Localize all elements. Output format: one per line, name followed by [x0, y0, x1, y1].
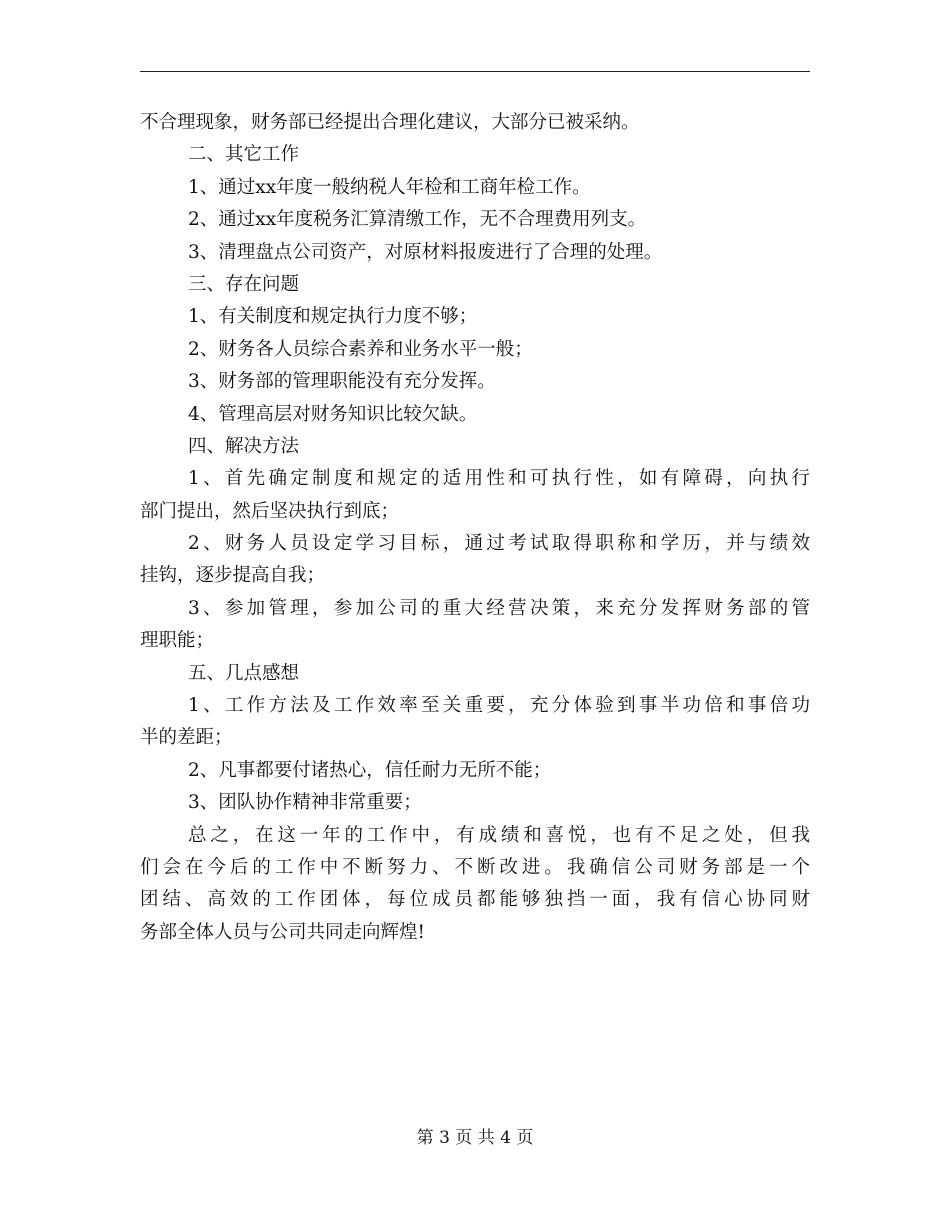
- text-line: 总之，在这一年的工作中，有成绩和喜悦，也有不足之处，但我: [188, 824, 810, 846]
- text-line: 四、解决方法: [188, 435, 300, 457]
- text-line: 3、财务部的管理职能没有充分发挥。: [188, 371, 496, 393]
- text-line: 3、参加管理，参加公司的重大经营决策，来充分发挥财务部的管: [188, 597, 810, 619]
- text-line: 4、管理高层对财务知识比较欠缺。: [188, 403, 478, 425]
- document-body: [140, 107, 810, 949]
- text-line: 半的差距；: [140, 727, 233, 749]
- text-line: 1、通过xx年度一般纳税人年检和工商年检工作。: [188, 176, 591, 198]
- text-line: 3、清理盘点公司资产，对原材料报废进行了合理的处理。: [188, 241, 663, 263]
- text-line: 部门提出，然后坚决执行到底；: [140, 500, 400, 522]
- text-line: 2、通过xx年度税务汇算清缴工作，无不合理费用列支。: [188, 209, 647, 231]
- text-line: 2、财务人员设定学习目标，通过考试取得职称和学历，并与绩效: [188, 533, 810, 555]
- text-line: 挂钩，逐步提高自我；: [140, 565, 326, 587]
- text-line: 1、首先确定制度和规定的适用性和可执行性，如有障碍，向执行: [188, 468, 810, 490]
- header-rule: [140, 71, 810, 72]
- text-line: 二、其它工作: [188, 144, 300, 166]
- text-line: 不合理现象，财务部已经提出合理化建议，大部分已被采纳。: [140, 112, 640, 133]
- text-line: 们会在今后的工作中不断努力、不断改进。我确信公司财务部是一个: [140, 856, 810, 878]
- text-line: 五、几点感想: [188, 662, 300, 684]
- text-line: 3、团队协作精神非常重要；: [188, 792, 422, 814]
- page-footer: [0, 1127, 950, 1149]
- text-line: 2、财务各人员综合素养和业务水平一般；: [188, 338, 533, 360]
- text-line: 理职能；: [140, 630, 215, 652]
- text-line: 1、有关制度和规定执行力度不够；: [188, 306, 478, 328]
- page-number-label: 第 3 页 共 4 页: [416, 1128, 534, 1148]
- text-line: 三、存在问题: [188, 273, 300, 295]
- text-line: 2、凡事都要付诸热心，信任耐力无所不能；: [188, 759, 552, 781]
- text-line: 1、工作方法及工作效率至关重要，充分体验到事半功倍和事倍功: [188, 695, 810, 717]
- text-line: 团结、高效的工作团体，每位成员都能够独挡一面，我有信心协同财: [140, 889, 810, 911]
- text-line: 务部全体人员与公司共同走向辉煌!: [140, 921, 425, 943]
